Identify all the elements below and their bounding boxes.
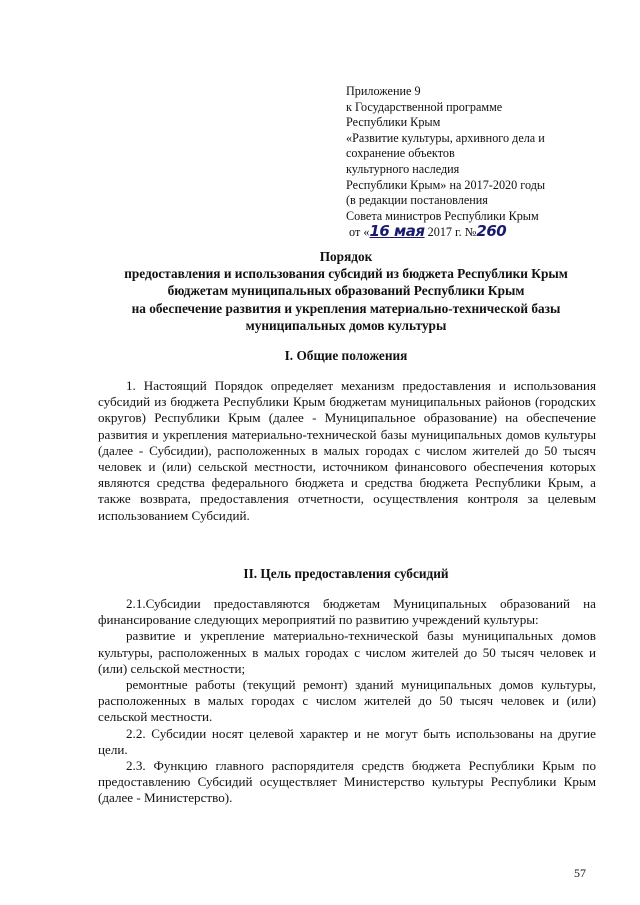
paragraph: 1. Настоящий Порядок определяет механизм предоставления и использования субсидий из бюджета Республики Крым бюджетам муниципальных районов (городских округов) Республики Крым (далее - Муниципальное образование) на обеспечение развития и укрепления материально-технической базы муниципальных домов культуры (далее - Субсидии), расположенных в малых городах с числом жителей до 50 тысяч человек и (или) сельской местности, источником финансового обеспечения которых являются средства федерального бюджета и средства бюджета Республики Крым, а также возврата, предоставления отчетности, осуществления контроля за целевым использованием Субсидий. bbox=[98, 378, 596, 523]
appendix-line: сохранение объектов bbox=[346, 146, 455, 161]
handwritten-number: 260 bbox=[476, 222, 507, 241]
appendix-line: «Развитие культуры, архивного дела и bbox=[346, 130, 545, 145]
section-1-body bbox=[98, 378, 596, 524]
section-2-body bbox=[98, 596, 596, 807]
section-2-heading: II. Цель предоставления субсидий bbox=[243, 566, 449, 581]
date-prefix: от « bbox=[349, 225, 370, 240]
date-suffix: 2017 г. № bbox=[424, 225, 477, 240]
appendix-line: Республики Крым bbox=[346, 115, 441, 130]
title-line: бюджетам муниципальных образований Республики Крым bbox=[167, 283, 525, 299]
handwritten-date: 16 мая bbox=[369, 222, 425, 241]
section-1-heading: I. Общие положения bbox=[284, 348, 408, 363]
paragraph: 2.3. Функцию главного распорядителя средств бюджета Республики Крым по предоставлению Субсидий осуществляет Министерство культуры Республики Крым (далее - Министерство). bbox=[98, 758, 596, 806]
appendix-line: Приложение 9 bbox=[346, 84, 421, 98]
document-title bbox=[84, 248, 608, 334]
appendix-block bbox=[346, 84, 616, 241]
title-line: предоставления и использования субсидий из бюджета Республики Крым bbox=[124, 266, 568, 282]
page-number: 57 bbox=[574, 866, 586, 880]
appendix-line: к Государственной программе bbox=[346, 99, 503, 114]
appendix-line: культурного наследия bbox=[346, 161, 460, 176]
title-line: Порядок bbox=[319, 249, 373, 264]
appendix-line: Совета министров Республики Крым bbox=[346, 208, 539, 223]
title-line: муниципальных домов культуры bbox=[245, 317, 447, 333]
paragraph: 2.1.Субсидии предоставляются бюджетам Муниципальных образований на финансирование следующих мероприятий по развитию учреждений культуры: bbox=[98, 596, 596, 628]
paragraph: 2.2. Субсидии носят целевой характер и не могут быть использованы на другие цели. bbox=[98, 725, 596, 757]
paragraph: ремонтные работы (текущий ремонт) зданий муниципальных домов культуры, расположенных в малых городах с числом жителей до 50 тысяч человек и (или) сельской местности. bbox=[98, 677, 596, 725]
appendix-line: Республики Крым» на 2017-2020 годы bbox=[346, 177, 546, 192]
paragraph: развитие и укрепление материально-технической базы муниципальных домов культуры, расположенных в малых городах с числом жителей до 50 тысяч человек и (или) сельской местности; bbox=[98, 628, 596, 676]
appendix-date-line bbox=[346, 224, 616, 241]
appendix-line: (в редакции постановления bbox=[346, 193, 488, 208]
title-line: на обеспечение развития и укрепления материально-технической базы bbox=[131, 300, 561, 316]
